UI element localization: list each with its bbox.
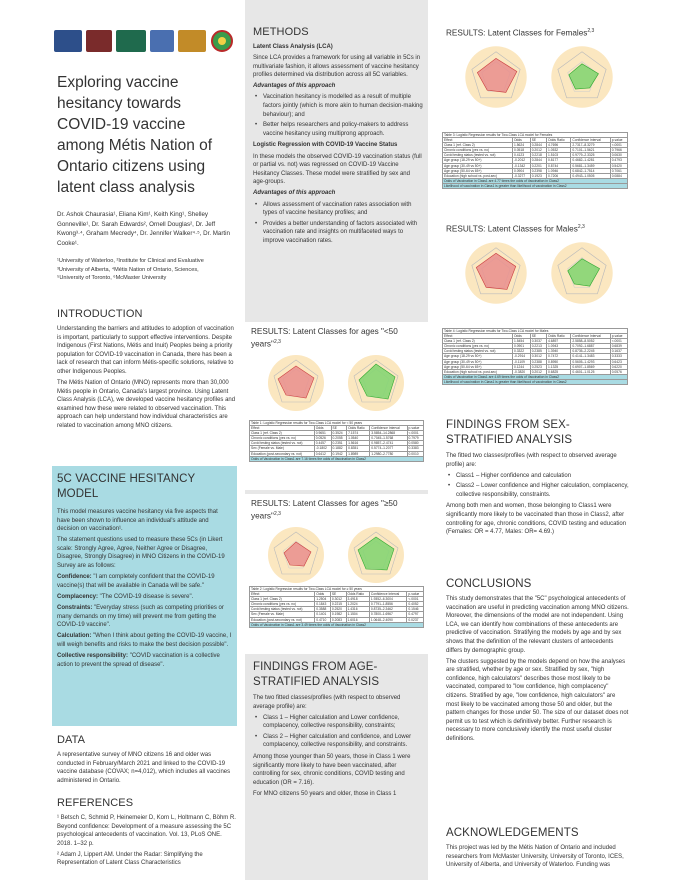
table-caption: Table 3: Logistic Regression results for Two-Class LCA model for Females xyxy=(443,133,628,138)
radar-plot-class1 xyxy=(462,43,530,111)
advantage-list xyxy=(253,93,423,138)
findings-sex-section xyxy=(446,418,630,539)
affiliations xyxy=(57,257,237,283)
reference-item: ² Adam J, Lippert AM. Under the Radar: Simplifying the Representation of Latent Class Characteristics xyxy=(57,851,203,867)
column-left xyxy=(52,0,237,880)
radar-row xyxy=(245,352,428,412)
radar-plot-class1 xyxy=(265,352,327,414)
methods-section xyxy=(253,26,423,248)
list-item: • Class2 – Lower confidence and Higher calculation, complacency, collective responsibility, constraints. xyxy=(446,482,630,499)
radar-plot-class2 xyxy=(548,43,616,111)
paragraph: In these models the observed COVID-19 vaccination status (full or partial vs. not) was regressed on COVID-19 Vaccine Hesitancy Classes. These model were stratified by sex and age-groups. xyxy=(253,153,422,186)
paragraph: Among both men and women, those belonging to Class1 were significantly more likely to be vaccinated than those in Class2, after controlling for age, chronic conditions, COVID testing and education (Females: OR = 4.77, Males: OR= 4.69.) xyxy=(446,503,627,536)
radar-plot-class2 xyxy=(345,524,407,586)
regression-table: Table 4: Logistic Regression results for Two-Class LCA model for Males Effect Odds SE Odds Ratio Confidence Interval p-value Class 1 (ref. Class 2) 1.5454 0.3037 4.6897 2.5858–8.5052 <.0001 Chronic conditions (yes vs. no) 0.0901 0.2213 1.0943 0.7092–1.6887 0.6839 Covid testing status (tested vs. not) 0.3322 0.2385 1.3940 0.8735–2.2245 0.1637 Age group (18-29 vs 50+) -0.2914 0.3012 0.7472 0.4141–1.3483 0.3333 Age group (30-49 vs 50+) -0.1109 0.2388 0.8950 0.5605–1.4293 0.6423 Age group (50-64 vs 65+) 0.1244 0.2523 1.1325 0.6907–1.8569 0.6220 Education (high school vs. post-sec) -0.3820 0.2012 0.6825 0.4601–1.0125 0.0576 Odds of Vaccination in Class1 are 4.69 times the odds of Vaccination in Class2 Likelihood of vaccination in Class1 is greater than likelihood of vaccination in Class2 xyxy=(442,328,628,385)
section-heading: FINDINGS FROM SEX-STRATIFIED ANALYSIS xyxy=(446,419,573,446)
affiliation-line: ³University of Alberta, ⁴Métis Nation of Ontario, Sciences, xyxy=(57,266,199,273)
list-item: • Vaccination hesitancy is modelled as a result of multiple factors jointly (which is more akin to human decision-making behaviour); and xyxy=(253,93,423,119)
regression-table: Table 1: Logistic Regression results for Two-Class LCA model for < 50 years Effect Odds SE Odds Ratio Confidence Interval p-value Class 1 (ref. Class 2) 0.9651 0.3524 7.1574 3.5854–14.2868 <.0001 Chronic conditions (yes vs. no) 0.0526 0.2055 1.0540 0.7045–1.5768 0.7979 Covid testing status (tested vs. not) 0.4457 0.2351 1.5616 0.9857–2.4741 0.0580 Sex (Female vs. Male) -0.1802 0.1882 0.8351 0.5774–1.2077 0.3383 Education (post-secondary vs. not) 0.6412 0.1942 1.8989 1.2980–2.7780 0.0010 Odds of Vaccination in Class1 are 7.16 times the odds of Vaccination in Class2 xyxy=(249,420,424,462)
subheading: Advantages of this approach xyxy=(253,190,336,197)
paragraph: Since LCA provides a framework for using all variable in 5Cs in multivariate fashion, it allows assessment of vaccine hesitancy profiles determined via distribution across all 5C variables. xyxy=(253,55,421,79)
list-item: • Class 2 – Higher calculation and confidence, and Lower complacency, collective responsibility, and constraints. xyxy=(253,733,423,750)
radar-plot-class2 xyxy=(345,352,407,414)
acknowledgements-section xyxy=(446,826,630,872)
paragraph: The two fitted classes/profiles (with respect to observed average profile) are: xyxy=(253,695,401,710)
paragraph: The statement questions used to measure these 5Cs (in Likert scale: Strongly Agree, Agree, Neither Agree or Disagree, Disagree, Strongly Disagree) in MNO Citizens in the COVID-19 Survey are as follows: xyxy=(57,537,225,570)
section-heading: DATA xyxy=(57,734,86,746)
section-heading: METHODS xyxy=(253,26,309,38)
list-item: • Better helps researchers and policy-makers to address vaccine hesitancy using multiprong approach. xyxy=(253,121,423,138)
section-heading: REFERENCES xyxy=(57,797,134,809)
radar-plot-class1 xyxy=(462,239,530,307)
results-males xyxy=(440,222,632,412)
results-title: RESULTS: Latent Classes for Females$^{2,3}$ xyxy=(446,28,595,38)
affiliation-line: ¹University of Waterloo, ²Institute for Clinical and Evaluative xyxy=(57,258,204,264)
subheading: Latent Class Analysis (LCA) xyxy=(253,44,333,50)
paragraph: This study demonstrates that the "5C" psychological antecedents of vaccination are useful in predicting vaccination among MNO citizens. Moreover, the dimensions of the model are not independent. Using LCA, we can identify how combinations of these antecedents are predictive of vaccination. Stratifying the models by age and by sex shows that the definition of the relevant clusters of antecedents differs by demographic group. xyxy=(446,596,629,654)
column-right xyxy=(440,0,632,880)
regression-table: Table 2: Logistic Regression results for Two-Class LCA model for ≥ 50 years Effect Odds SE Odds Ratio Confidence Interval p-value Class 1 (ref. Class 2) 1.2504 0.3012 3.4918 1.9352–6.3004 <.0001 Chronic conditions (yes vs. no) 0.1843 0.2215 1.2024 0.7791–1.8556 0.4052 Covid testing status (tested vs. not) 0.3588 0.2520 1.4316 0.8735–2.3462 0.1546 Sex (Female vs. Male) 0.1401 0.1982 1.1504 0.7800–1.6967 0.4797 Education (post-secondary vs. not) 0.4710 0.2083 1.6016 1.0648–2.4090 0.0237 Odds of Vaccination in Class1 are 3.49 times the odds of Vaccination in Class2 xyxy=(249,586,424,628)
section-heading: ACKNOWLEDGEMENTS xyxy=(446,827,579,839)
author-list: Dr. Ashok Chaurasia¹, Eliana Kim¹, Keith King¹, Shelley Gonneville¹, Dr. Sarah Edwards², Ornell Douglas², Dr. Jeff Kwong³·⁴, Graham Mecredy⁴, Dr. Jennifer Walker⁴·⁵, Dr. Martin Cooke¹. xyxy=(57,211,230,247)
radar-row xyxy=(440,43,632,123)
affiliation-line: ⁵University of Toronto, ⁶McMaster University xyxy=(57,275,167,281)
introduction-section xyxy=(57,308,237,433)
paragraph: Understanding the barriers and attitudes to adoption of vaccination is important, particularly to support effective interventions. Despite Indigenous (First Nations, Métis and Inuit) Peoples being a priority population for COVID-19 vaccination in Canada, there has been a lack of research that can inform Métis-specific solutions, relative to other Indigenous Peoples. xyxy=(57,326,234,375)
logo-mark xyxy=(150,30,174,52)
list-item: • Provides a better understanding of factors associated with vaccination rate and insights on multifaceted ways to improve vaccination rates. xyxy=(253,220,423,246)
paragraph: The fitted two classes/profiles (with respect to observed average profile) are: xyxy=(446,453,617,468)
results-age-lt50 xyxy=(245,322,428,490)
logo-mark xyxy=(116,30,146,52)
results-age-ge50 xyxy=(245,494,428,654)
reference-item: ¹ Betsch C, Schmid P, Heinemeier D, Korn L, Holtmann C, Böhm R. Beyond confidence: Development of a measure assessing the 5C psychological antecedents of vaccination. Vol. 13, PLoS ONE. 2018. 1–32 p. xyxy=(57,815,236,847)
radar-row xyxy=(440,239,632,319)
subheading: Advantages of this approach xyxy=(253,83,336,90)
fivec-item: Calculation: "When I think about getting the COVID-19 vaccine, I will weigh benefits and risks to make the best decision possible". xyxy=(57,633,232,648)
poster-title: Exploring vaccine hesitancy towards COVID-19 vaccine among Métis Nation of Ontario citizens using latent class analysis xyxy=(57,74,213,196)
paragraph: The Métis Nation of Ontario (MNO) represents more than 30,000 Métis people in Ontario, Canada's largest province. Using Latent Class Analysis (LCA), we developed vaccine hesitancy profiles and examined how these were related to observed vaccination. This approach can help understand how individual characteristics are related to vaccination among MNO citizens. xyxy=(57,380,236,430)
paragraph: This project was led by the Métis Nation of Ontario and included researchers from McMaster University, University of Toronto, ICES, University of Alberta, and University of Waterloo. Funding was xyxy=(446,845,624,869)
section-heading: CONCLUSIONS xyxy=(446,578,532,590)
section-heading: 5C VACCINE HESITANCY MODEL xyxy=(57,473,196,500)
fivec-item: Complacency: "The COVID-19 disease is severe". xyxy=(57,593,194,600)
list-item: • Allows assessment of vaccination rates association with types of vaccine hesitancy profiles; and xyxy=(253,201,423,218)
class-list xyxy=(253,714,423,750)
results-females xyxy=(440,26,632,216)
subheading: Logistic Regression with COVID-19 Vaccine Status xyxy=(253,142,398,149)
advantage-list xyxy=(253,201,423,246)
references-section xyxy=(57,797,237,871)
data-section xyxy=(57,734,237,788)
paragraph: The clusters suggested by the models depend on how the analyses are stratified, whether by age or sex. Stratified by sex, "high confidence, high calculators" describes those most likely to be vaccinated, compared to "low confidence, high complacency" citizens. Stratified by age, "low confidence, high calculators" are most likely to be vaccinated among those 50 and older, but the pattern changes for those under 50. The size of our dataset does not permit us to test which is definitively better. Further research is necessary to more conclusively identify the most useful cluster definitions. xyxy=(446,658,629,742)
results-title: RESULTS: Latent Classes for Males$^{2,3}$ xyxy=(446,224,585,234)
logo-mark xyxy=(54,30,82,52)
conclusions-section xyxy=(446,577,630,746)
mno-seal-icon xyxy=(211,30,233,52)
paragraph: This model measures vaccine hesitancy via five aspects that have been shown to influence an individual's attitude and decision on vaccination¹. xyxy=(57,509,218,533)
fivec-item: Confidence: "I am completely confident that the COVID-19 vaccine(s) that will be available in Canada will be safe." xyxy=(57,574,215,589)
radar-plot-class1 xyxy=(265,524,327,586)
table-caption: Table 4: Logistic Regression results for Two-Class LCA model for Males xyxy=(443,329,628,334)
logo-mark xyxy=(86,30,112,52)
findings-age-section xyxy=(253,660,423,801)
fivec-model-box xyxy=(52,466,237,726)
logo-mark xyxy=(178,30,206,52)
section-heading: INTRODUCTION xyxy=(57,308,143,320)
fivec-item: Constraints: "Everyday stress (such as competing priorities or many demands on my time) will prevent me from getting the COVID-19 vaccine". xyxy=(57,604,224,629)
section-heading: FINDINGS FROM AGE-STRATIFIED ANALYSIS xyxy=(253,661,380,688)
table-caption: Table 2: Logistic Regression results for Two-Class LCA model for ≥ 50 years xyxy=(250,587,424,592)
table-caption: Table 1: Logistic Regression results for Two-Class LCA model for < 50 years xyxy=(250,421,424,426)
radar-plot-class2 xyxy=(548,239,616,307)
class-list xyxy=(446,472,630,500)
list-item: • Class 1 – Higher calculation and Lower confidence, complacency, collective responsibility, constraints; xyxy=(253,714,423,731)
regression-table: Table 3: Logistic Regression results for Two-Class LCA model for Females Effect Odds SE Odds Ratio Confidence Interval p-value Class 1 (ref. Class 2) 1.5624 0.2844 4.7696 2.7317–8.3279 <.0001 Chronic conditions (yes vs. no) 0.0518 0.2012 1.0532 0.7101–1.5621 0.7966 Covid testing status (tested vs. not) 0.4123 0.2218 1.5103 0.9779–2.3325 0.0630 Age group (18-29 vs 50+) -0.2012 0.2844 0.8177 0.4682–1.4281 0.4793 Age group (30-49 vs 50+) -0.1342 0.2201 0.8744 0.5681–1.3459 0.5420 Age group (50-64 vs 65+) 0.0904 0.2398 1.0946 0.6842–1.7514 0.7061 Education (high school vs. post-sec) -0.3277 0.1923 0.7206 0.4943–1.0505 0.0884 Odds of Vaccination in Class1 are 4.77 times the odds of Vaccination in Class2 Likelihood of vaccination in Class1 is greater than likelihood of vaccination in Class2 xyxy=(442,132,628,189)
paragraph: For MNO citizens 50 years and older, those in Class 1 xyxy=(253,790,397,797)
results-title: RESULTS: Latent Classes for ages "≥50 years"$^{2,3}$ xyxy=(251,499,398,521)
logo-bar xyxy=(52,30,237,52)
list-item: • Class1 – Higher confidence and calculation xyxy=(446,472,630,481)
paragraph: A representative survey of MNO citizens 16 and older was conducted in February/March 2021 and linked to the COVID-19 vaccine database (COVAX; n=4,012), which includes all vaccines administered in Ontario. xyxy=(57,752,231,784)
results-title: RESULTS: Latent Classes for ages "<50 years"$^{2,3}$ xyxy=(251,327,398,349)
radar-row xyxy=(245,524,428,584)
paragraph: Among those younger than 50 years, those in Class 1 were significantly more likely to have been vaccinated, after controlling for sex, chronic conditions, COVID testing and education (OR = 7.16). xyxy=(253,754,411,786)
column-middle xyxy=(245,0,428,880)
fivec-item: Collective responsibility: "COVID vaccination is a collective action to prevent the spread of disease". xyxy=(57,652,220,668)
